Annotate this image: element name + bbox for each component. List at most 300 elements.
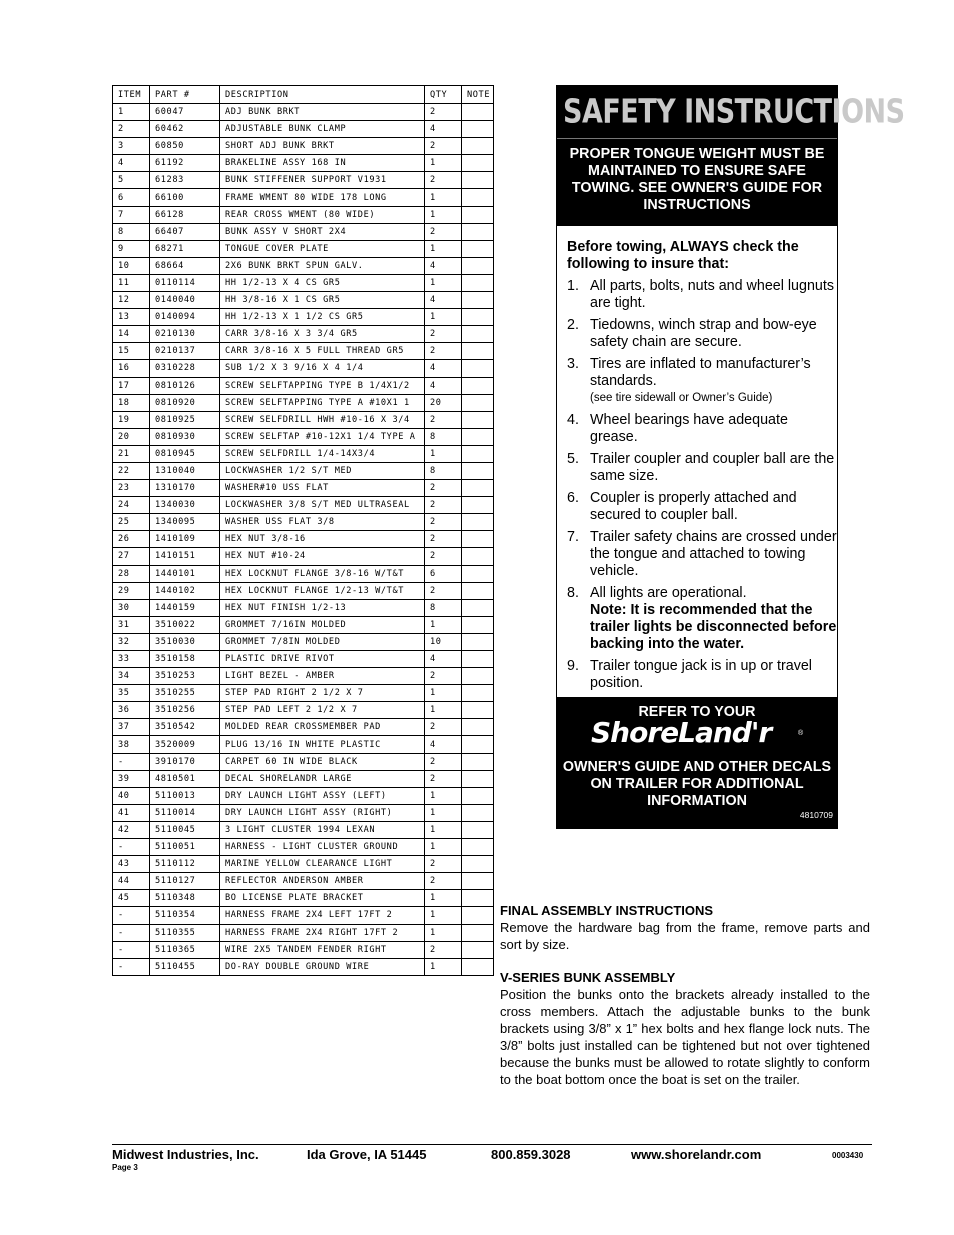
cell-description: DRY LAUNCH LIGHT ASSY (LEFT)	[220, 787, 425, 804]
cell-part: 66407	[150, 223, 220, 240]
cell-item: 25	[113, 514, 150, 531]
cell-part: 0210130	[150, 326, 220, 343]
cell-part: 3520009	[150, 736, 220, 753]
cell-item: 11	[113, 274, 150, 291]
table-row	[113, 651, 494, 668]
cell-description: SCREW SELFTAPPING TYPE B 1/4X1/2	[220, 377, 425, 394]
cell-part: 0210137	[150, 343, 220, 360]
cell-note	[462, 890, 494, 907]
cell-note	[462, 958, 494, 975]
checklist-item	[557, 585, 837, 653]
checklist-item	[557, 317, 837, 351]
cell-part: 61192	[150, 155, 220, 172]
checklist-number: 9.	[567, 658, 579, 674]
cell-part: 0140094	[150, 309, 220, 326]
table-row	[113, 685, 494, 702]
cell-description: BUNK ASSY V SHORT 2X4	[220, 223, 425, 240]
cell-qty: 1	[425, 924, 462, 941]
cell-part: 0140040	[150, 292, 220, 309]
table-row	[113, 206, 494, 223]
table-row	[113, 616, 494, 633]
cell-description: GROMMET 7/16IN MOLDED	[220, 616, 425, 633]
cell-description: ADJUSTABLE BUNK CLAMP	[220, 121, 425, 138]
cell-qty: 2	[425, 514, 462, 531]
cell-qty: 1	[425, 445, 462, 462]
cell-qty: 2	[425, 497, 462, 514]
cell-note	[462, 172, 494, 189]
table-row	[113, 514, 494, 531]
table-row	[113, 121, 494, 138]
cell-item: 32	[113, 633, 150, 650]
cell-note	[462, 787, 494, 804]
cell-item: 37	[113, 719, 150, 736]
header-description: DESCRIPTION	[220, 86, 425, 104]
table-row	[113, 155, 494, 172]
cell-description: 3 LIGHT CLUSTER 1994 LEXAN	[220, 821, 425, 838]
cell-note	[462, 531, 494, 548]
cell-description: HH 1/2-13 X 4 CS GR5	[220, 274, 425, 291]
cell-description: SCREW SELFDRILL 1/4-14X3/4	[220, 445, 425, 462]
towing-checklist	[557, 278, 837, 692]
cell-description: CARR 3/8-16 X 3 3/4 GR5	[220, 326, 425, 343]
final-assembly-body: Remove the hardware bag from the frame, remove parts and sort by size.	[500, 920, 870, 952]
safety-title: SAFETY INSTRUCTIONS	[563, 93, 905, 131]
cell-description: STEP PAD RIGHT 2 1/2 X 7	[220, 685, 425, 702]
cell-qty: 2	[425, 531, 462, 548]
cell-part: 3510255	[150, 685, 220, 702]
cell-description: HEX NUT 3/8-16	[220, 531, 425, 548]
checklist-text: Trailer tongue jack is in up or travel position.	[590, 658, 812, 691]
cell-description: HARNESS - LIGHT CLUSTER GROUND	[220, 839, 425, 856]
table-row	[113, 138, 494, 155]
cell-description: GROMMET 7/8IN MOLDED	[220, 633, 425, 650]
cell-item: 44	[113, 873, 150, 890]
footer-company: Midwest Industries, Inc.	[112, 1147, 259, 1162]
cell-part: 3910170	[150, 753, 220, 770]
cell-item: 20	[113, 428, 150, 445]
cell-qty: 1	[425, 821, 462, 838]
checklist-text: All lights are operational.	[590, 585, 747, 601]
cell-part: 1310040	[150, 462, 220, 479]
cell-note	[462, 753, 494, 770]
cell-note	[462, 206, 494, 223]
cell-description: WASHER#10 USS FLAT	[220, 480, 425, 497]
cell-qty: 1	[425, 189, 462, 206]
cell-item: 7	[113, 206, 150, 223]
cell-note	[462, 257, 494, 274]
cell-part: 0810930	[150, 428, 220, 445]
footer-page-number: Page 3	[112, 1163, 138, 1172]
table-row	[113, 428, 494, 445]
cell-qty: 10	[425, 633, 462, 650]
cell-item: 33	[113, 651, 150, 668]
cell-part: 1340095	[150, 514, 220, 531]
cell-description: FRAME WMENT 80 WIDE 178 LONG	[220, 189, 425, 206]
cell-note	[462, 497, 494, 514]
cell-qty: 4	[425, 651, 462, 668]
cell-note	[462, 702, 494, 719]
cell-description: DO-RAY DOUBLE GROUND WIRE	[220, 958, 425, 975]
table-row	[113, 702, 494, 719]
cell-item: -	[113, 924, 150, 941]
cell-qty: 1	[425, 907, 462, 924]
cell-part: 0810126	[150, 377, 220, 394]
bunk-assembly-section	[500, 969, 870, 1088]
table-row	[113, 343, 494, 360]
safety-header	[557, 86, 905, 139]
cell-description: 2X6 BUNK BRKT SPUN GALV.	[220, 257, 425, 274]
header-qty: QTY	[425, 86, 462, 104]
cell-note	[462, 462, 494, 479]
cell-note	[462, 292, 494, 309]
cell-part: 3510158	[150, 651, 220, 668]
header-part: PART #	[150, 86, 220, 104]
table-row	[113, 924, 494, 941]
cell-description: HH 1/2-13 X 1 1/2 CS GR5	[220, 309, 425, 326]
cell-qty: 6	[425, 565, 462, 582]
cell-item: 43	[113, 856, 150, 873]
cell-part: 60047	[150, 104, 220, 121]
cell-qty: 2	[425, 172, 462, 189]
parts-table	[112, 85, 494, 976]
cell-qty: 2	[425, 223, 462, 240]
cell-part: 0810920	[150, 394, 220, 411]
table-row	[113, 497, 494, 514]
cell-description: MARINE YELLOW CLEARANCE LIGHT	[220, 856, 425, 873]
checklist-number: 6.	[567, 490, 579, 506]
refer-band	[557, 697, 837, 828]
cell-qty: 2	[425, 582, 462, 599]
cell-item: 17	[113, 377, 150, 394]
footer-phone: 800.859.3028	[491, 1147, 571, 1162]
cell-part: 66128	[150, 206, 220, 223]
cell-description: LOCKWASHER 3/8 S/T MED ULTRASEAL	[220, 497, 425, 514]
cell-item: 26	[113, 531, 150, 548]
cell-part: 1440102	[150, 582, 220, 599]
table-row	[113, 873, 494, 890]
cell-note	[462, 155, 494, 172]
table-row	[113, 309, 494, 326]
cell-item: 45	[113, 890, 150, 907]
table-row	[113, 411, 494, 428]
cell-item: 5	[113, 172, 150, 189]
cell-item: 15	[113, 343, 150, 360]
cell-qty: 2	[425, 548, 462, 565]
cell-qty: 8	[425, 462, 462, 479]
header-note: NOTE	[462, 86, 494, 104]
cell-note	[462, 668, 494, 685]
cell-item: 21	[113, 445, 150, 462]
cell-qty: 2	[425, 856, 462, 873]
cell-item: 19	[113, 411, 150, 428]
table-row	[113, 958, 494, 975]
table-row	[113, 633, 494, 650]
cell-description: HARNESS FRAME 2X4 LEFT 17FT 2	[220, 907, 425, 924]
cell-item: 38	[113, 736, 150, 753]
cell-description: WASHER USS FLAT 3/8	[220, 514, 425, 531]
cell-description: WIRE 2X5 TANDEM FENDER RIGHT	[220, 941, 425, 958]
table-row	[113, 360, 494, 377]
cell-part: 5110365	[150, 941, 220, 958]
cell-item: 1	[113, 104, 150, 121]
cell-description: ADJ BUNK BRKT	[220, 104, 425, 121]
checklist-item	[557, 278, 837, 312]
table-row	[113, 240, 494, 257]
cell-item: 23	[113, 480, 150, 497]
table-row	[113, 582, 494, 599]
checklist-text: Trailer safety chains are crossed under the tongue and attached to towing vehicle.	[590, 529, 837, 579]
cell-note	[462, 651, 494, 668]
cell-description: DECAL SHORELANDR LARGE	[220, 770, 425, 787]
cell-qty: 1	[425, 839, 462, 856]
safety-instructions-decal	[556, 85, 905, 829]
cell-note	[462, 223, 494, 240]
cell-part: 3510542	[150, 719, 220, 736]
table-row	[113, 531, 494, 548]
cell-note	[462, 121, 494, 138]
header-item: ITEM	[113, 86, 150, 104]
table-row	[113, 292, 494, 309]
refer-top-text: REFER TO YOUR	[638, 704, 756, 720]
cell-part: 3510030	[150, 633, 220, 650]
cell-item: 41	[113, 804, 150, 821]
cell-description: STEP PAD LEFT 2 1/2 X 7	[220, 702, 425, 719]
cell-part: 68664	[150, 257, 220, 274]
table-row	[113, 753, 494, 770]
cell-qty: 2	[425, 873, 462, 890]
cell-description: HEX NUT #10-24	[220, 548, 425, 565]
cell-part: 66100	[150, 189, 220, 206]
cell-item: -	[113, 753, 150, 770]
checklist-number: 2.	[567, 317, 579, 333]
cell-qty: 4	[425, 292, 462, 309]
cell-note	[462, 343, 494, 360]
cell-note	[462, 821, 494, 838]
checklist-subnote: (see tire sidewall or Owner’s Guide)	[590, 392, 773, 404]
cell-note	[462, 719, 494, 736]
cell-item: 22	[113, 462, 150, 479]
cell-item: 16	[113, 360, 150, 377]
cell-note	[462, 240, 494, 257]
parts-table-header-row	[113, 86, 494, 104]
cell-description: CARPET 60 IN WIDE BLACK	[220, 753, 425, 770]
cell-qty: 4	[425, 257, 462, 274]
cell-qty: 8	[425, 599, 462, 616]
cell-part: 5110051	[150, 839, 220, 856]
cell-part: 5110348	[150, 890, 220, 907]
cell-description: SHORT ADJ BUNK BRKT	[220, 138, 425, 155]
checklist-item	[557, 529, 837, 580]
cell-description: BUNK STIFFENER SUPPORT V1931	[220, 172, 425, 189]
cell-note	[462, 326, 494, 343]
cell-note	[462, 548, 494, 565]
cell-item: 31	[113, 616, 150, 633]
cell-part: 3510256	[150, 702, 220, 719]
cell-note	[462, 428, 494, 445]
cell-qty: 1	[425, 309, 462, 326]
cell-part: 1440159	[150, 599, 220, 616]
cell-item: 14	[113, 326, 150, 343]
cell-note	[462, 582, 494, 599]
table-row	[113, 172, 494, 189]
cell-description: HEX LOCKNUT FLANGE 3/8-16 W/T&T	[220, 565, 425, 582]
cell-part: 68271	[150, 240, 220, 257]
cell-part: 1410151	[150, 548, 220, 565]
cell-part: 0810925	[150, 411, 220, 428]
cell-item: 13	[113, 309, 150, 326]
checklist-number: 1.	[567, 278, 579, 294]
cell-note	[462, 309, 494, 326]
cell-qty: 1	[425, 240, 462, 257]
cell-note	[462, 633, 494, 650]
cell-part: 5110013	[150, 787, 220, 804]
cell-qty: 2	[425, 411, 462, 428]
checklist-number: 3.	[567, 356, 579, 372]
cell-item: 9	[113, 240, 150, 257]
cell-note	[462, 599, 494, 616]
table-row	[113, 821, 494, 838]
cell-description: SCREW SELFDRILL HWH #10-16 X 3/4	[220, 411, 425, 428]
table-row	[113, 377, 494, 394]
cell-description: DRY LAUNCH LIGHT ASSY (RIGHT)	[220, 804, 425, 821]
cell-description: HH 3/8-16 X 1 CS GR5	[220, 292, 425, 309]
cell-qty: 2	[425, 104, 462, 121]
cell-part: 60850	[150, 138, 220, 155]
cell-part: 1410109	[150, 531, 220, 548]
cell-qty: 1	[425, 702, 462, 719]
cell-part: 1440101	[150, 565, 220, 582]
table-row	[113, 839, 494, 856]
table-row	[113, 445, 494, 462]
cell-description: HARNESS FRAME 2X4 RIGHT 17FT 2	[220, 924, 425, 941]
cell-description: HEX NUT FINISH 1/2-13	[220, 599, 425, 616]
cell-note	[462, 411, 494, 428]
cell-note	[462, 907, 494, 924]
checklist-text: Trailer coupler and coupler ball are the same size.	[590, 451, 835, 484]
cell-note	[462, 736, 494, 753]
cell-qty: 4	[425, 360, 462, 377]
cell-item: 10	[113, 257, 150, 274]
cell-note	[462, 138, 494, 155]
checklist-text: Tires are inflated to manufacturer’s standards.	[590, 356, 811, 389]
checklist-note: Note: It is recommended that the trailer lights be disconnected before backing into the water.	[590, 602, 837, 652]
cell-description: MOLDED REAR CROSSMEMBER PAD	[220, 719, 425, 736]
table-row	[113, 189, 494, 206]
refer-bottom-text: OWNER'S GUIDE AND OTHER DECALS ON TRAILER FOR ADDITIONAL INFORMATION	[562, 759, 832, 809]
cell-note	[462, 873, 494, 890]
cell-item: -	[113, 907, 150, 924]
cell-item: 12	[113, 292, 150, 309]
footer-doc-code: 0003430	[832, 1151, 864, 1160]
cell-note	[462, 565, 494, 582]
table-row	[113, 223, 494, 240]
cell-qty: 1	[425, 890, 462, 907]
cell-part: 5110355	[150, 924, 220, 941]
cell-qty: 1	[425, 958, 462, 975]
cell-note	[462, 274, 494, 291]
cell-qty: 1	[425, 155, 462, 172]
cell-item: 28	[113, 565, 150, 582]
cell-description: SCREW SELFTAPPING TYPE A #10X1 1	[220, 394, 425, 411]
cell-description: TONGUE COVER PLATE	[220, 240, 425, 257]
cell-item: 6	[113, 189, 150, 206]
cell-qty: 2	[425, 719, 462, 736]
table-row	[113, 565, 494, 582]
cell-note	[462, 839, 494, 856]
cell-part: 5110045	[150, 821, 220, 838]
cell-note	[462, 924, 494, 941]
table-row	[113, 394, 494, 411]
cell-description: BO LICENSE PLATE BRACKET	[220, 890, 425, 907]
cell-qty: 1	[425, 206, 462, 223]
checklist-item	[557, 412, 837, 446]
checklist-item	[557, 356, 837, 407]
cell-item: -	[113, 941, 150, 958]
cell-description: SUB 1/2 X 3 9/16 X 4 1/4	[220, 360, 425, 377]
checklist-number: 8.	[567, 585, 579, 601]
final-assembly-section	[500, 902, 870, 953]
cell-qty: 2	[425, 770, 462, 787]
cell-item: 30	[113, 599, 150, 616]
cell-note	[462, 856, 494, 873]
table-row	[113, 719, 494, 736]
cell-part: 61283	[150, 172, 220, 189]
cell-item: -	[113, 958, 150, 975]
checklist-intro: Before towing, ALWAYS check the following to insure that:	[567, 239, 799, 272]
bunk-assembly-body: Position the bunks onto the brackets already installed to the cross members. Attach the adjustable bunks to the bunk brackets using 3/8” x 1” hex bolts and hex flange lock nuts. The 3/8” bolts just installed can be tightened but not over tightened because the bunks must be allowed to rotate slightly to conform to the boat bottom once the boat is set on the trailer.	[500, 987, 870, 1087]
cell-item: 18	[113, 394, 150, 411]
cell-description: REFLECTOR ANDERSON AMBER	[220, 873, 425, 890]
checklist-number: 7.	[567, 529, 579, 545]
cell-description: REAR CROSS WMENT (80 WIDE)	[220, 206, 425, 223]
cell-item: 27	[113, 548, 150, 565]
cell-item: 36	[113, 702, 150, 719]
cell-part: 5110127	[150, 873, 220, 890]
cell-qty: 2	[425, 343, 462, 360]
cell-part: 1340030	[150, 497, 220, 514]
cell-description: PLASTIC DRIVE RIVOT	[220, 651, 425, 668]
cell-note	[462, 941, 494, 958]
table-row	[113, 890, 494, 907]
registered-mark: ®	[798, 730, 804, 737]
table-row	[113, 480, 494, 497]
cell-item: -	[113, 839, 150, 856]
cell-description: SCREW SELFTAP #10-12X1 1/4 TYPE A	[220, 428, 425, 445]
cell-note	[462, 804, 494, 821]
cell-qty: 1	[425, 616, 462, 633]
cell-part: 0110114	[150, 274, 220, 291]
cell-note	[462, 770, 494, 787]
cell-item: 40	[113, 787, 150, 804]
checklist-text: Tiedowns, winch strap and bow-eye safety chain are secure.	[590, 317, 817, 350]
table-row	[113, 804, 494, 821]
footer-website: www.shorelandr.com	[631, 1147, 762, 1162]
cell-item: 34	[113, 668, 150, 685]
cell-item: 8	[113, 223, 150, 240]
cell-note	[462, 394, 494, 411]
table-row	[113, 668, 494, 685]
checklist-item	[557, 490, 837, 524]
checklist-text: Wheel bearings have adequate grease.	[590, 412, 788, 445]
cell-part: 3510022	[150, 616, 220, 633]
cell-note	[462, 616, 494, 633]
cell-item: 3	[113, 138, 150, 155]
footer-city: Ida Grove, IA 51445	[307, 1147, 427, 1162]
shorelandr-logo: ShoreLand'r	[591, 716, 772, 749]
cell-item: 24	[113, 497, 150, 514]
cell-part: 5110455	[150, 958, 220, 975]
cell-description: LOCKWASHER 1/2 S/T MED	[220, 462, 425, 479]
